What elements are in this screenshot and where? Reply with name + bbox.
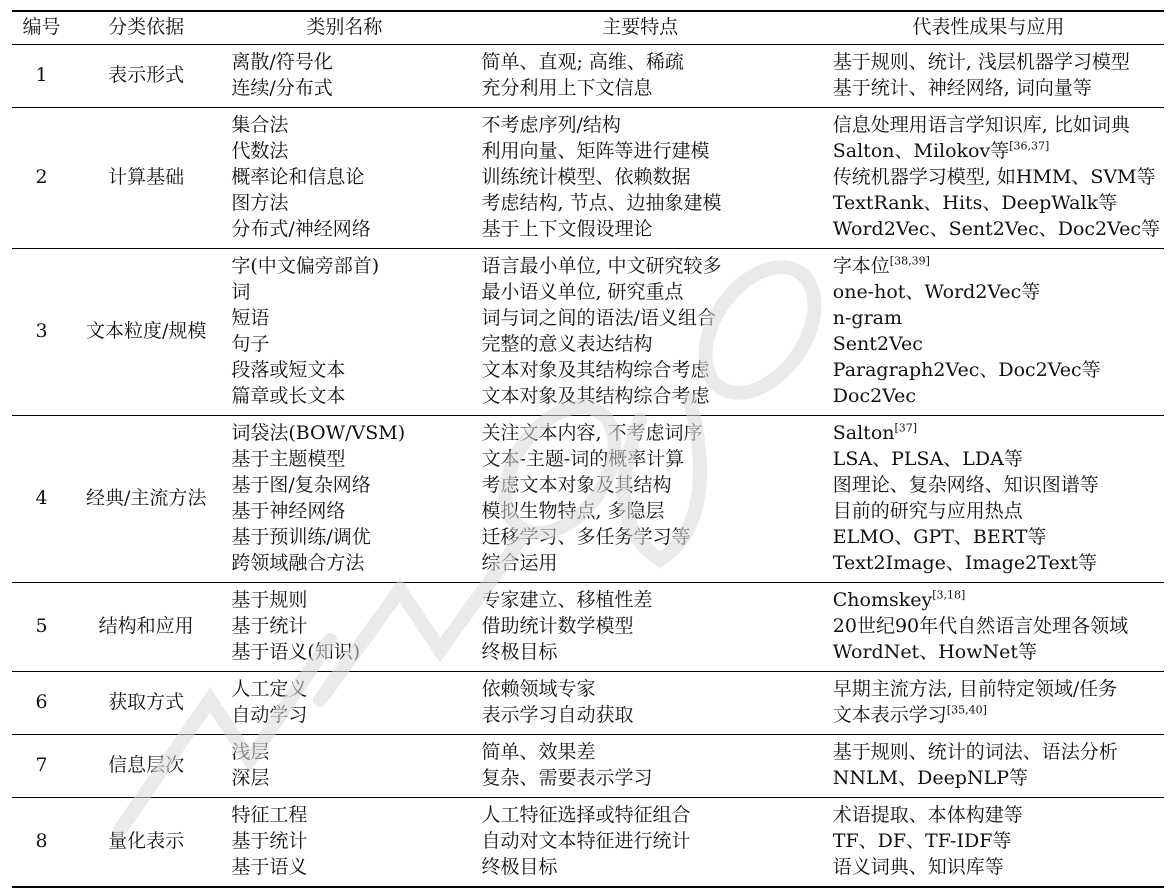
achievements-cell — [813, 45, 1164, 108]
features-cell — [467, 45, 812, 108]
achievement-line — [833, 613, 1160, 639]
row-number: 6 — [12, 672, 71, 735]
features-cell — [467, 798, 812, 888]
category-name: 特征工程 — [231, 804, 308, 826]
achievement-text: 基于规则、统计, 浅层机器学习模型 — [832, 51, 1130, 73]
achievement-text: 信息处理用语言学知识库, 比如词典 — [832, 114, 1130, 136]
category-name: 短语 — [231, 307, 270, 329]
achievement-text: 基于规则、统计的词法、语法分析 — [832, 741, 1118, 763]
achievement-line — [833, 305, 1160, 331]
achievement-line — [833, 331, 1160, 357]
header-basis: 分类依据 — [71, 11, 221, 45]
citation-ref: [38,39] — [889, 254, 930, 268]
classification-basis: 经典/主流方法 — [71, 416, 221, 583]
feature-text: 复杂、需要表示学习 — [481, 767, 653, 789]
feature-text: 表示学习自动获取 — [481, 704, 634, 726]
achievement-text: 传统机器学习模型, 如HMM、SVM等 — [832, 166, 1156, 188]
feature-text: 终极目标 — [481, 856, 558, 878]
achievement-text: LSA、PLSA、LDA等 — [832, 448, 1023, 470]
achievements-cell — [813, 108, 1164, 249]
achievement-line — [833, 472, 1160, 498]
table-row — [12, 249, 1164, 416]
row-number: 8 — [12, 798, 71, 888]
category-name: 句子 — [231, 333, 270, 355]
feature-text: 最小语义单位, 研究重点 — [481, 281, 684, 303]
feature-text: 训练统计模型、依赖数据 — [481, 166, 691, 188]
achievement-text: NNLM、DeepNLP等 — [832, 767, 1028, 789]
achievement-line — [833, 828, 1160, 854]
feature-text: 模拟生物特点, 多隐层 — [481, 500, 665, 522]
achievement-text: 字本位 — [832, 255, 890, 277]
category-name: 基于神经网络 — [231, 500, 346, 522]
feature-text: 语言最小单位, 中文研究较多 — [481, 255, 722, 277]
achievement-text: 语义词典、知识库等 — [832, 856, 1004, 878]
classification-basis: 获取方式 — [71, 672, 221, 735]
feature-text: 关注文本内容, 不考虑词序 — [481, 422, 703, 444]
category-cell — [221, 672, 467, 735]
feature-text: 文本对象及其结构综合考虑 — [481, 385, 710, 407]
achievement-line — [833, 253, 1160, 279]
header-features: 主要特点 — [467, 11, 812, 45]
achievement-line — [833, 587, 1160, 613]
achievement-text: Paragraph2Vec、Doc2Vec等 — [832, 359, 1101, 381]
category-name: 基于规则 — [231, 589, 308, 611]
achievement-line — [833, 49, 1160, 75]
achievement-text: Text2Image、Image2Text等 — [832, 552, 1098, 574]
feature-text: 专家建立、移植性差 — [481, 589, 653, 611]
classification-basis: 结构和应用 — [71, 583, 221, 672]
achievements-cell — [813, 735, 1164, 798]
achievement-line — [833, 702, 1160, 728]
header-category: 类别名称 — [221, 11, 467, 45]
achievement-text: Salton — [832, 422, 895, 444]
category-name: 基于主题模型 — [231, 448, 346, 470]
table-row — [12, 45, 1164, 108]
category-name: 篇章或长文本 — [231, 385, 346, 407]
classification-basis: 量化表示 — [71, 798, 221, 888]
table-row — [12, 798, 1164, 888]
feature-text: 不考虑序列/结构 — [481, 114, 621, 136]
category-name: 词 — [231, 281, 251, 303]
achievements-cell — [813, 416, 1164, 583]
achievement-text: Salton、Milokov等 — [832, 140, 1010, 162]
feature-text: 简单、效果差 — [481, 741, 596, 763]
table-body — [12, 45, 1164, 888]
achievement-line — [833, 639, 1160, 665]
achievement-text: 20世纪90年代自然语言处理各领域 — [832, 615, 1129, 637]
feature-text: 完整的意义表达结构 — [481, 333, 653, 355]
category-cell — [221, 798, 467, 888]
category-name: 代数法 — [231, 140, 289, 162]
row-number: 7 — [12, 735, 71, 798]
category-cell — [221, 45, 467, 108]
category-name: 基于语义 — [231, 856, 308, 878]
feature-text: 文本对象及其结构综合考虑 — [481, 359, 710, 381]
achievement-line — [833, 279, 1160, 305]
row-number: 2 — [12, 108, 71, 249]
classification-basis: 表示形式 — [71, 45, 221, 108]
category-cell — [221, 416, 467, 583]
category-name: 基于统计 — [231, 615, 308, 637]
table-row — [12, 583, 1164, 672]
achievement-line — [833, 446, 1160, 472]
achievement-line — [833, 357, 1160, 383]
header-achievements: 代表性成果与应用 — [813, 11, 1164, 45]
achievement-line — [833, 420, 1160, 446]
achievement-text: Word2Vec、Sent2Vec、Doc2Vec等 — [832, 218, 1160, 240]
feature-text: 人工特征选择或特征组合 — [481, 804, 691, 826]
achievement-text: 图理论、复杂网络、知识图谱等 — [832, 474, 1099, 496]
achievement-text: one-hot、Word2Vec等 — [832, 281, 1041, 303]
achievement-text: 基于统计、神经网络, 词向量等 — [832, 77, 1092, 99]
table-row — [12, 108, 1164, 249]
category-name: 人工定义 — [231, 678, 308, 700]
achievements-cell — [813, 798, 1164, 888]
citation-ref: [35,40] — [946, 703, 987, 717]
achievement-line — [833, 216, 1160, 242]
achievement-text: Chomskey — [832, 589, 933, 611]
category-name: 基于语义(知识) — [231, 641, 361, 663]
category-cell — [221, 108, 467, 249]
features-cell — [467, 416, 812, 583]
achievement-text: 早期主流方法, 目前特定领域/任务 — [832, 678, 1118, 700]
category-cell — [221, 583, 467, 672]
features-cell — [467, 583, 812, 672]
classification-basis: 信息层次 — [71, 735, 221, 798]
category-name: 跨领域融合方法 — [231, 552, 365, 574]
feature-text: 简单、直观; 高维、稀疏 — [481, 51, 684, 73]
achievement-line — [833, 802, 1160, 828]
category-name: 字(中文偏旁部首) — [231, 255, 380, 277]
feature-text: 利用向量、矩阵等进行建模 — [481, 140, 710, 162]
achievement-text: 术语提取、本体构建等 — [832, 804, 1023, 826]
achievement-line — [833, 739, 1160, 765]
feature-text: 自动对文本特征进行统计 — [481, 830, 691, 852]
achievements-cell — [813, 672, 1164, 735]
achievement-line — [833, 854, 1160, 880]
feature-text: 考虑结构, 节点、边抽象建模 — [481, 192, 722, 214]
achievement-text: Doc2Vec — [832, 385, 917, 407]
table-row — [12, 672, 1164, 735]
achievement-text: n-gram — [832, 307, 903, 329]
category-name: 浅层 — [231, 741, 270, 763]
achievement-text: 文本表示学习 — [832, 704, 947, 726]
category-name: 分布式/神经网络 — [231, 218, 371, 240]
category-name: 基于图/复杂网络 — [231, 474, 371, 496]
achievement-text: TextRank、Hits、DeepWalk等 — [832, 192, 1118, 214]
classification-table — [12, 10, 1164, 888]
category-name: 集合法 — [231, 114, 289, 136]
achievement-text: TF、DF、TF-IDF等 — [832, 830, 1012, 852]
feature-text: 文本-主题-词的概率计算 — [481, 448, 685, 470]
category-cell — [221, 735, 467, 798]
feature-text: 词与词之间的语法/语义组合 — [481, 307, 716, 329]
category-name: 深层 — [231, 767, 270, 789]
features-cell — [467, 249, 812, 416]
feature-text: 迁移学习、多任务学习等 — [481, 526, 691, 548]
feature-text: 依赖领域专家 — [481, 678, 596, 700]
header-number: 编号 — [12, 11, 71, 45]
category-name: 离散/符号化 — [231, 51, 333, 73]
achievement-line — [833, 524, 1160, 550]
category-cell — [221, 249, 467, 416]
classification-basis: 文本粒度/规模 — [71, 249, 221, 416]
feature-text: 考虑文本对象及其结构 — [481, 474, 672, 496]
achievement-line — [833, 498, 1160, 524]
achievement-line — [833, 164, 1160, 190]
citation-ref: [37] — [894, 421, 918, 435]
category-name: 自动学习 — [231, 704, 308, 726]
category-name: 词袋法(BOW/VSM) — [231, 422, 406, 444]
achievements-cell — [813, 583, 1164, 672]
category-name: 连续/分布式 — [231, 77, 333, 99]
achievement-line — [833, 138, 1160, 164]
achievement-line — [833, 676, 1160, 702]
row-number: 1 — [12, 45, 71, 108]
category-name: 段落或短文本 — [231, 359, 346, 381]
achievement-line — [833, 75, 1160, 101]
citation-ref: [3,18] — [932, 588, 966, 602]
achievement-text: ELMO、GPT、BERT等 — [832, 526, 1047, 548]
feature-text: 基于上下文假设理论 — [481, 218, 653, 240]
achievement-line — [833, 765, 1160, 791]
achievement-line — [833, 190, 1160, 216]
feature-text: 借助统计数学模型 — [481, 615, 634, 637]
category-name: 概率论和信息论 — [231, 166, 365, 188]
row-number: 5 — [12, 583, 71, 672]
category-name: 图方法 — [231, 192, 289, 214]
category-name: 基于统计 — [231, 830, 308, 852]
row-number: 3 — [12, 249, 71, 416]
feature-text: 综合运用 — [481, 552, 558, 574]
achievement-text: 目前的研究与应用热点 — [832, 500, 1023, 522]
achievements-cell — [813, 249, 1164, 416]
feature-text: 充分利用上下文信息 — [481, 77, 653, 99]
achievement-line — [833, 112, 1160, 138]
features-cell — [467, 672, 812, 735]
achievement-text: Sent2Vec — [832, 333, 923, 355]
citation-ref: [36,37] — [1009, 139, 1050, 153]
achievement-line — [833, 383, 1160, 409]
achievement-line — [833, 550, 1160, 576]
table-row — [12, 735, 1164, 798]
category-name: 基于预训练/调优 — [231, 526, 371, 548]
features-cell — [467, 108, 812, 249]
header-row — [12, 11, 1164, 45]
classification-basis: 计算基础 — [71, 108, 221, 249]
feature-text: 终极目标 — [481, 641, 558, 663]
achievement-text: WordNet、HowNet等 — [832, 641, 1037, 663]
table-row — [12, 416, 1164, 583]
row-number: 4 — [12, 416, 71, 583]
features-cell — [467, 735, 812, 798]
